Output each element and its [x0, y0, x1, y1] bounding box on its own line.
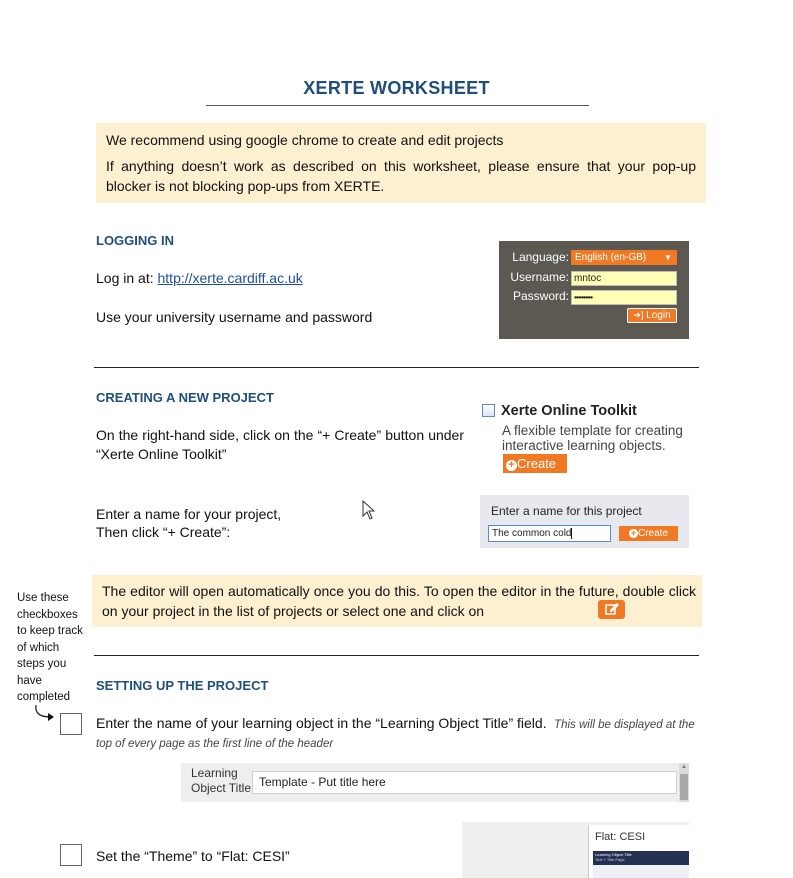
title-underline — [206, 105, 589, 106]
project-create-label: Create — [637, 528, 668, 539]
create-instruction: On the right-hand side, click on the “+ Create” button under “Xerte Online Toolkit” — [96, 427, 464, 462]
editor-note-text: The editor will open automatically once you do this. To open the editor in the future, double click on your project in the list of projects or select one and click on — [102, 583, 696, 619]
language-select-value: English (en-GB) — [575, 252, 647, 263]
page-title: XERTE WORKSHEET — [303, 78, 490, 98]
learning-object-title-label: Learning Object Title — [191, 766, 252, 795]
password-label: Password: — [512, 289, 569, 303]
sign-in-icon: ➜] — [633, 310, 644, 320]
login-button-label: Login — [646, 310, 671, 321]
language-label: Language: — [512, 250, 569, 264]
step1-note: This will be displayed at the top of every page as the first line of the header — [96, 719, 695, 750]
section-divider — [94, 655, 699, 656]
login-button[interactable] — [627, 308, 677, 323]
toolkit-create-button[interactable] — [503, 454, 567, 473]
name-instruction-line1: Enter a name for your project, — [96, 506, 282, 522]
login-link[interactable]: http://xerte.cardiff.ac.uk — [157, 270, 303, 286]
project-name-input[interactable] — [488, 525, 611, 542]
plus-circle-icon: + — [630, 528, 637, 538]
toolkit-create-label: Create — [517, 456, 557, 471]
step-checkbox-theme[interactable] — [60, 844, 82, 866]
step1-main: Enter the name of your learning object in the “Learning Object Title” field. — [96, 715, 547, 731]
username-label: Username: — [510, 270, 569, 284]
theme-panel — [588, 825, 690, 878]
edit-icon-graphic — [598, 600, 625, 619]
toolkit-description: A flexible template for creating interactive learning objects. — [502, 423, 683, 453]
chevron-down-icon: ▼ — [664, 253, 672, 262]
theme-select-value[interactable]: Flat: CESI — [595, 831, 646, 843]
scroll-up-icon: ▲ — [681, 764, 687, 770]
login-prefix: Log in at: — [96, 270, 158, 286]
language-select[interactable] — [571, 250, 677, 265]
scrollbar[interactable] — [679, 763, 689, 802]
scrollbar-thumb[interactable] — [680, 774, 688, 800]
section-heading-setting-up: SETTING UP THE PROJECT — [96, 678, 269, 693]
learning-object-title-panel — [181, 763, 689, 802]
theme-preview-title: Learning Object Title — [595, 852, 632, 857]
intro-note-line1: We recommend using google chrome to create and edit projects — [106, 132, 504, 148]
toolkit-checkbox[interactable] — [482, 404, 495, 417]
theme-preview-thumbnail — [593, 851, 689, 878]
section-heading-logging-in: LOGGING IN — [96, 233, 174, 248]
checkbox-side-note: Use these checkboxes to keep track of which steps you have completed — [17, 592, 83, 703]
mouse-cursor-icon — [362, 500, 376, 520]
toolkit-title: Xerte Online Toolkit — [501, 403, 637, 419]
editor-note — [92, 575, 702, 627]
login-url-line — [96, 269, 303, 288]
plus-circle-icon: + — [506, 460, 517, 471]
project-create-button[interactable] — [619, 526, 678, 541]
password-field[interactable]: •••••••••• — [571, 290, 677, 305]
step1-text — [96, 714, 702, 753]
project-name-value: The common cold — [492, 528, 572, 539]
theme-preview-subtitle: Text + Title Page — [595, 857, 625, 862]
login-form-screenshot — [499, 241, 689, 339]
project-name-panel — [480, 495, 689, 548]
project-name-label: Enter a name for this project — [491, 504, 642, 518]
credentials-text: Use your university username and password — [96, 309, 373, 325]
step2-text: Set the “Theme” to “Flat: CESI” — [96, 848, 290, 864]
name-instruction-line2: Then click “+ Create”: — [96, 524, 231, 540]
username-field[interactable]: mntoc — [571, 271, 677, 286]
curved-arrow-icon — [33, 704, 59, 724]
theme-preview-header — [593, 851, 689, 865]
intro-note — [96, 123, 706, 203]
learning-object-title-input[interactable]: Template - Put title here — [252, 771, 677, 794]
step-checkbox-title[interactable] — [60, 713, 82, 735]
intro-note-line2: If anything doesn’t work as described on this worksheet, please ensure that your pop-up blocker is not blocking pop-ups from XERTE. — [106, 158, 696, 194]
section-divider — [94, 367, 699, 368]
edit-icon — [598, 600, 625, 619]
section-heading-creating: CREATING A NEW PROJECT — [96, 390, 274, 405]
